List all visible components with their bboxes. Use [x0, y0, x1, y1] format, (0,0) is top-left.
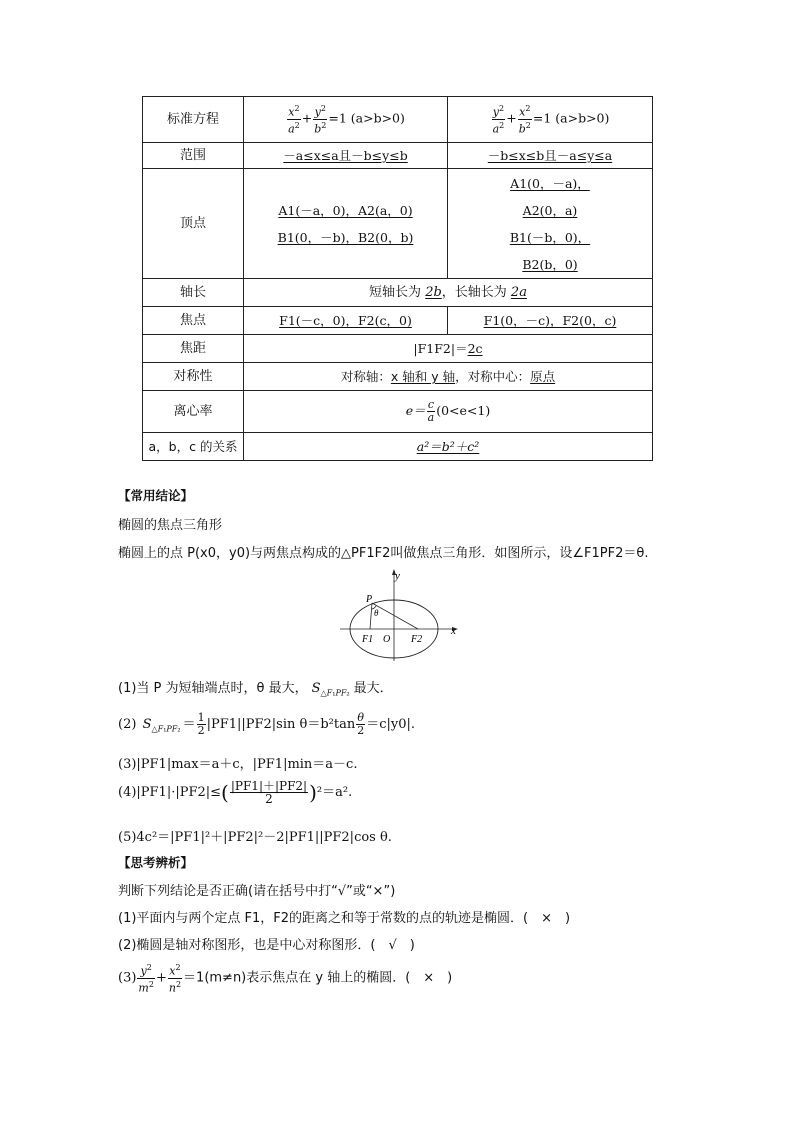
label-vertex: 顶点 [143, 169, 244, 279]
question-3: (3) $\frac{y^2}{m^2}$ + $\frac{x^2}{n^2}$ ＝1(m≠n)表示焦点在 y 轴上的椭圆．( × ) [118, 963, 453, 995]
ellipse-properties-table [142, 96, 653, 461]
section-heading-conclusions: 【常用结论】 [118, 488, 194, 503]
label-focus: 焦点 [143, 307, 244, 335]
segment-pf2 [372, 603, 418, 629]
row-vertex [143, 169, 653, 279]
row-range [143, 143, 653, 169]
symmetry-center: 原点 [530, 369, 556, 384]
conclusion-2: (2) $S_{\triangle F_1PF_2}$ ＝ $\frac{1}{2}$ |PF1||PF2|sin θ＝b²tan $\frac{\theta}{2}$ ＝c|y0|. [118, 711, 416, 737]
row-focal-distance: 焦距 |F1F2|＝2c [143, 335, 653, 363]
label-x: x [451, 625, 456, 637]
conclusion-5: (5)4c²＝|PF1|²＋|PF2|²－2|PF1||PF2|cos θ. [118, 830, 392, 845]
label-f1: F1 [362, 634, 374, 645]
question-2: (2)椭圆是轴对称图形，也是中心对称图形．( √ ) [118, 938, 415, 953]
vertex-h-b: B1(0，－b)，B2(0，b) [277, 229, 414, 245]
discussion-intro: 判断下列结论是否正确(请在括号中打“√”或“×”) [118, 884, 396, 899]
label-eccentricity: 离心率 [143, 391, 244, 433]
label-axis-length: 轴长 [143, 279, 244, 307]
symmetry-axes: x 轴和 y 轴 [390, 369, 456, 384]
conclusion-3: (3)|PF1|max＝a＋c，|PF1|min＝a－c. [118, 757, 358, 772]
major-axis-value: 2a [510, 284, 527, 300]
row-focus [143, 307, 653, 335]
question-1: (1)平面内与两个定点 F1，F2的距离之和等于常数的点的轨迹是椭圆．( × ) [118, 911, 571, 926]
eccentricity-formula: e＝ $\frac{c}{a}$ (0<e<1) [244, 391, 653, 433]
row-standard-equation [143, 97, 653, 143]
label-theta: θ [374, 608, 379, 618]
focal-triangle-intro: 椭圆上的点 P(x0，y0)与两焦点构成的△PF1F2叫做焦点三角形．如图所示，设∠F1PF2＝θ. [118, 546, 649, 561]
segment-pf1 [370, 603, 372, 629]
conclusion-1: (1)当 P 为短轴端点时，θ 最大， $S_{\triangle F_1PF_2}$ 最大． [118, 681, 393, 698]
equation-horizontal: $\frac{x^2}{a^2}$ + $\frac{y^2}{b^2}$ =1 (a>b>0) [244, 97, 448, 143]
focus-horizontal: F1(－c，0)，F2(c，0) [279, 313, 412, 328]
label-o: O [383, 634, 391, 645]
focus-vertical: F1(0，－c)，F2(0，c) [483, 313, 617, 328]
focal-triangle-heading: 椭圆的焦点三角形 [118, 518, 223, 533]
relation-value: a²＝b²＋c² [416, 439, 480, 454]
range-horizontal: －a≤x≤a且－b≤y≤b [283, 148, 408, 163]
vertex-v-b1: B1(－b，0)， [509, 229, 591, 245]
label-standard-equation: 标准方程 [143, 97, 244, 143]
row-relation [143, 433, 653, 461]
equation-vertical: $\frac{y^2}{a^2}$ + $\frac{x^2}{b^2}$ =1 (a>b>0) [448, 97, 653, 143]
label-range: 范围 [143, 143, 244, 169]
label-y: y [395, 570, 400, 582]
label-focal-distance: 焦距 [143, 335, 244, 363]
row-axis-length: 轴长 短轴长为 2b，长轴长为 2a [143, 279, 653, 307]
focal-distance-value: 2c [467, 341, 483, 356]
label-symmetry: 对称性 [143, 363, 244, 391]
minor-axis-value: 2b [425, 284, 442, 300]
label-f2: F2 [411, 634, 423, 645]
conclusion-4: (4)|PF1|·|PF2|≤( $\frac{|PF1|+|PF2|}{2}$ )²＝a². [118, 779, 353, 806]
label-relation: a，b，c 的关系 [143, 433, 244, 461]
vertex-v-a2: A2(0，a) [522, 202, 578, 218]
row-eccentricity [143, 391, 653, 433]
section-heading-discussion: 【思考辨析】 [118, 855, 194, 870]
range-vertical: －b≤x≤b且－a≤y≤a [487, 148, 613, 163]
row-symmetry: 对称性 对称轴：x 轴和 y 轴，对称中心：原点 [143, 363, 653, 391]
vertex-v-b2: B2(b，0) [522, 256, 578, 272]
vertex-v-a1: A1(0，－a)， [510, 175, 590, 191]
ellipse-focal-triangle-figure [340, 565, 466, 665]
vertex-h-a: A1(－a，0)，A2(a，0) [278, 202, 413, 218]
label-p: P [366, 594, 373, 605]
